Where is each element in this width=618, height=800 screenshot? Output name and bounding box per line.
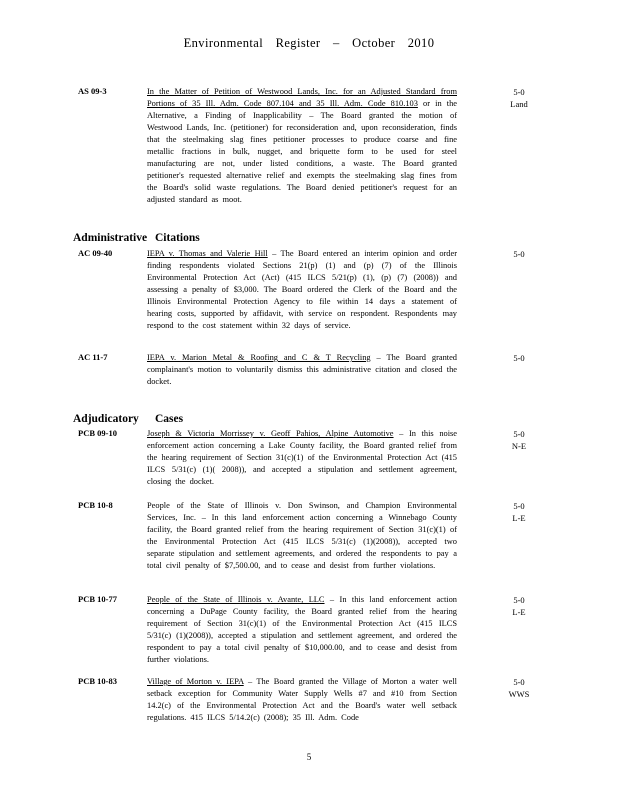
case-summary: – The Board granted the Village of Morton a water well setback exception for Community Water Supply Wells #7 and #10 from Section 14.2(c) of the Environmental Protection Act and the Board's water well setback regulations. 415 ILCS 5/14.2(c) (2008); 35 Ill. Adm. Code bbox=[147, 677, 457, 722]
case-caption: In the Matter of Petition of Westwood Lands, Inc. for an Adjusted Standard from Portions of 35 Ill. Adm. Code 807.104 and 35 Ill. Adm. Code 810.103 bbox=[147, 87, 457, 108]
vote-tally bbox=[496, 352, 542, 364]
vote-count: 5-0 bbox=[513, 595, 525, 605]
entry-text bbox=[147, 676, 457, 724]
case-summary: – The Board granted complainant's motion to voluntarily dismiss this administrative citation and closed the docket. bbox=[147, 353, 457, 386]
docket-number: AS 09-3 bbox=[78, 86, 107, 96]
entry-text bbox=[147, 352, 457, 388]
entry-text bbox=[147, 86, 457, 206]
vote-count: 5-0 bbox=[513, 501, 525, 511]
vote-count: 5-0 bbox=[513, 249, 525, 259]
vote-count: 5-0 bbox=[513, 677, 525, 687]
docket-number: AC 09-40 bbox=[78, 248, 113, 258]
docket-number: PCB 10-83 bbox=[78, 676, 117, 686]
docket-number: PCB 10-77 bbox=[78, 594, 117, 604]
entry-text: People of the State of Illinois v. Don Swinson, and Champion Environmental Services, Inc. – In this land enforcement action concerning a Winnebago County facility, the Board granted relief from the hearing requirement of Section 31(c)(1) of the Environmental Protection Act (415 ILCS 5/31(c) (1)(2008)), accepted two separate stipulation and settlement agreements, and ordered the respondents to pay a total civil penalty of $7,500.00, and to cease and desist from further violations. bbox=[147, 501, 457, 570]
page-number: 5 bbox=[306, 752, 312, 762]
entry-text bbox=[147, 248, 457, 332]
vote-tally bbox=[496, 500, 542, 524]
case-caption: IEPA v. Marion Metal & Roofing and C & T Recycling bbox=[147, 353, 371, 362]
docket-number: AC 11-7 bbox=[78, 352, 108, 362]
docket-number: PCB 10-8 bbox=[78, 500, 113, 510]
vote-tally bbox=[496, 594, 542, 618]
case-type: Land bbox=[510, 99, 528, 109]
vote-tally bbox=[496, 428, 542, 452]
page-header: Environmental Register – October 2010 bbox=[183, 36, 435, 50]
vote-count: 5-0 bbox=[513, 87, 525, 97]
vote-tally bbox=[496, 248, 542, 260]
case-summary: – In this noise enforcement action concerning a Lake County facility, the Board granted relief from the hearing requirement of Section 31(c)(1) of the Environmental Protection Act (415 ILCS 5/31(c) (1)( 2008)), and accepted a stipulation and settlement agreement, closing the docket. bbox=[147, 429, 457, 486]
section-heading-adjudicatory: Adjudicatory bbox=[73, 413, 139, 425]
vote-tally bbox=[496, 676, 542, 700]
case-type: N-E bbox=[511, 441, 527, 451]
case-type: L-E bbox=[512, 607, 526, 617]
vote-count: 5-0 bbox=[513, 353, 525, 363]
entry-text bbox=[147, 428, 457, 488]
section-heading-cases: Cases bbox=[155, 413, 184, 425]
section-heading-citations: Citations bbox=[155, 232, 200, 244]
entry-text bbox=[147, 594, 457, 666]
case-caption: IEPA v. Thomas and Valerie Hill bbox=[147, 249, 268, 258]
case-caption: People of the State of Illinois v. Avante, LLC bbox=[147, 595, 325, 604]
docket-number: PCB 09-10 bbox=[78, 428, 117, 438]
section-heading-administrative: Administrative bbox=[73, 232, 148, 244]
case-type: WWS bbox=[508, 689, 530, 699]
case-caption: Joseph & Victoria Morrissey v. Geoff Pahios, Alpine Automotive bbox=[147, 429, 394, 438]
case-summary: – The Board entered an interim opinion and order finding respondents violated Sections 21(p) (1) and (p) (7) of the Illinois Environmental Protection Act (Act) (415 ILCS 5/21(p) (1), (p) (7) (2008)) and assessing a penalty of $3,000. The Board ordered the Clerk of the Board and the Illinois Environmental Protection Agency to file within 14 days a statement of hearing costs, supported by affidavit, with service on respondent. Respondents may respond to the cost statement within 32 days of service. bbox=[147, 249, 457, 330]
case-type: L-E bbox=[512, 513, 526, 523]
case-summary: – In this land enforcement action concerning a DuPage County facility, the Board granted relief from the hearing requirement of Section 31(c)(1) of the Environmental Protection Act (415 ILCS 5/31(c) (1)(2008)), accepted a stipulation and settlement agreement, and ordered the respondent to pay a total civil penalty of $10,000.00, and to cease and desist from further violations. bbox=[147, 595, 457, 664]
case-caption: Village of Morton v. IEPA bbox=[147, 677, 244, 686]
case-summary: or in the Alternative, a Finding of Inapplicability – The Board granted the motion of Westwood Lands, Inc. (petitioner) for reconsideration and, upon reconsideration, finds that the steelmaking slag fines petitioner processes to produce coarse and fine metallic fractions in bulk, nugget, and briquette form to be used for steel manufacturing are not, under listed conditions, a waste. The Board granted petitioner's requested alternative relief and exempts the steelmaking slag fines from the Board's solid waste regulations. The Board denied petitioner's request for an adjusted standard as moot. bbox=[147, 99, 458, 204]
vote-count: 5-0 bbox=[513, 429, 525, 439]
vote-tally bbox=[496, 86, 542, 110]
